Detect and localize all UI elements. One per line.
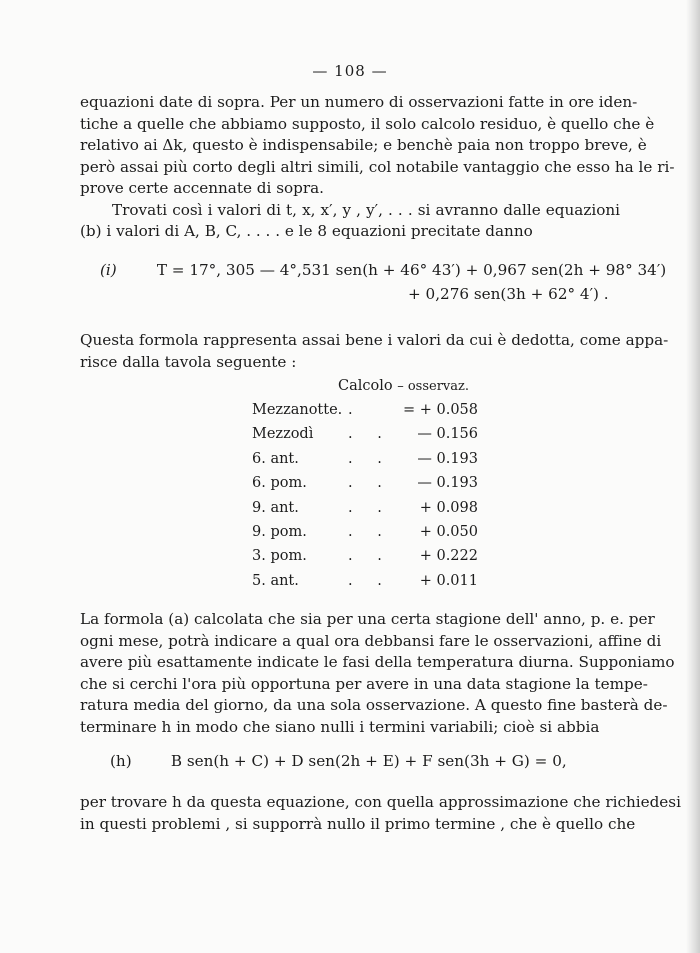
table-row (252, 520, 492, 544)
row-dots: . . (348, 426, 392, 443)
text-line: La formola (a) calcolata che sia per una certa stagione dell' anno, p. e. per (80, 610, 655, 628)
page-number: — 108 — (312, 62, 388, 80)
text-line: tiche a quelle che abbiamo supposto, il solo calcolo residuo, è quello che è (80, 114, 655, 133)
row-value: = + 0.058 (402, 402, 478, 418)
text-line: prove certe accennate di sopra. (80, 179, 324, 197)
row-label: 6. pom. (252, 475, 307, 492)
row-dots: . . (348, 475, 392, 492)
table-row (252, 422, 492, 446)
row-label: Mezzodì (252, 426, 314, 443)
equation-body: T = 17°, 305 — 4°,531 sen(h + 46° 43′) + 0,967 sen(2h + 98° 34′) (156, 261, 667, 279)
row-value: + 0.011 (419, 572, 478, 589)
equation-body: + 0,276 sen(3h + 62° 4′) . (408, 285, 609, 303)
page-edge-shadow (686, 0, 700, 953)
row-dots: . . (348, 548, 392, 565)
equation-i (100, 261, 666, 279)
table-header (252, 374, 492, 398)
row-label: 6. ant. (252, 450, 299, 467)
equation-h (110, 752, 567, 770)
row-value: + 0.098 (419, 499, 478, 516)
row-label: Mezzanotte. (252, 402, 343, 418)
table-row (252, 471, 492, 495)
table-row (252, 569, 492, 593)
paragraph-2 (80, 330, 669, 373)
row-label: 9. pom. (252, 523, 307, 540)
text-line: però assai più corto degli altri simili, col notabile vantaggio che esso ha le ri- (80, 157, 675, 176)
equation-label: (h) (110, 752, 132, 770)
row-dots: . . (348, 572, 392, 589)
row-label: 9. ant. (252, 499, 299, 516)
row-label: 5. ant. (252, 572, 299, 589)
table-header-title: Calcolo (338, 378, 393, 394)
text-line: in questi problemi , si supporrà nullo il primo termine , che è quello che (80, 814, 636, 833)
row-value: — 0.156 (417, 426, 478, 443)
text-line: ogni mese, potrà indicare a qual ora debbansi fare le osservazioni, affine di (80, 631, 662, 650)
table-row (252, 398, 492, 422)
paragraph-4 (80, 792, 681, 835)
text-line: risce dalla tavola seguente : (80, 352, 297, 371)
paragraph-3 (80, 609, 675, 738)
text-line: (b) i valori di A, B, C, . . . . e le 8 equazioni precitate danno (80, 222, 533, 240)
text-line: avere più esattamente indicate le fasi della temperatura diurna. Supponiamo (80, 653, 675, 671)
table-row (252, 496, 492, 520)
text-line: che si cerchi l'ora più opportuna per avere in una data stagione la tempe- (80, 674, 648, 693)
text-line: per trovare h da questa equazione, con quella approssimazione che richiedesi (80, 793, 681, 811)
text-line: Trovati così i valori di t, x, x′, y , y′, . . . si avranno dalle equazioni (112, 200, 620, 219)
text-line: relativo ai Δk, questo è indispensabile; e benchè paia non troppo breve, è (80, 136, 647, 154)
row-dots: . . (348, 450, 392, 467)
row-dots: . (348, 402, 363, 418)
equation-label: (i) (100, 261, 117, 279)
table-row (252, 544, 492, 568)
table-header-subtitle: – osservaz. (397, 379, 470, 394)
row-value: — 0.193 (417, 450, 478, 467)
residuals-table (252, 374, 492, 593)
row-label: 3. pom. (252, 548, 307, 565)
row-dots: . . (348, 499, 392, 516)
equation-i-continuation (408, 285, 609, 303)
paragraph-1 (80, 92, 675, 243)
text-line: ratura media del giorno, da una sola osservazione. A questo fine basterà de- (80, 696, 668, 714)
row-value: + 0.222 (419, 548, 478, 565)
text-line: terminare h in modo che siano nulli i termini variabili; cioè si abbia (80, 717, 600, 736)
table-row (252, 447, 492, 471)
text-line: Questa formola rappresenta assai bene i valori da cui è dedotta, come appa- (80, 331, 669, 349)
row-value: + 0.050 (419, 523, 478, 540)
row-value: — 0.193 (417, 475, 478, 492)
row-dots: . . (348, 523, 392, 540)
equation-body: B sen(h + C) + D sen(2h + E) + F sen(3h + G) = 0, (170, 752, 567, 770)
text-line: equazioni date di sopra. Per un numero di osservazioni fatte in ore iden- (80, 93, 638, 111)
